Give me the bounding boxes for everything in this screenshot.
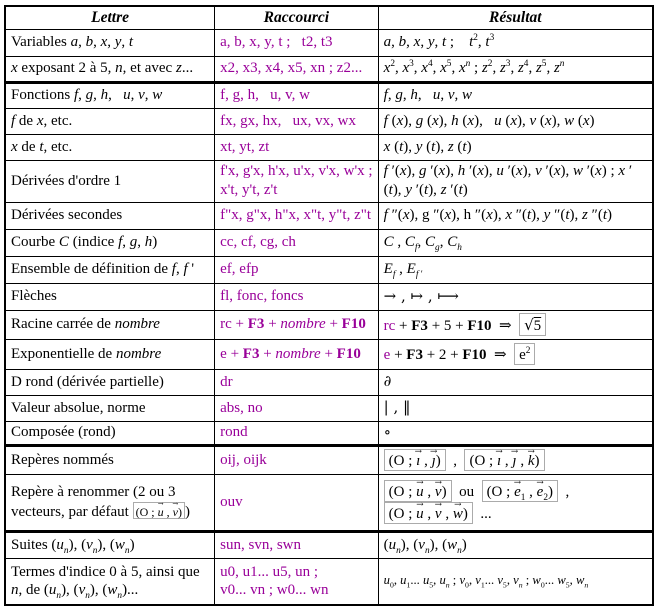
column-header-resultat: Résultat (378, 6, 653, 29)
cell-lettre: Ensemble de définition de f, f ' (5, 256, 215, 283)
cell-lettre: Fonctions f, g, h, u, v, w (5, 82, 215, 108)
table-row (5, 339, 653, 369)
cell-raccourci: a, b, x, y, t ; t2, t3 (215, 29, 379, 56)
table-row (5, 531, 653, 558)
cell-raccourci: dr (215, 369, 379, 395)
column-header-lettre: Lettre (5, 6, 215, 29)
cell-resultat: | , ‖ (378, 395, 653, 421)
cell-raccourci: ouv (215, 474, 379, 531)
cell-resultat: $x^2$, $x^3$, $x^4$, $x^5$, $x^n$ ; $z^2$, $z^3$, $z^4$, $z^5$, $z^n$ (378, 56, 653, 82)
cell-raccourci: f'x, g'x, h'x, u'x, v'x, w'x ; x't, y't, z't (215, 160, 379, 202)
cell-lettre: Repères nommés (5, 445, 215, 474)
cell-resultat: ∂ (378, 369, 653, 395)
cell-lettre: Flèches (5, 283, 215, 310)
cell-lettre: Dérivées secondes (5, 202, 215, 229)
cell-lettre: Repère à renommer (2 ou 3 vecteurs, par défaut (O ; → u , → v) ) (5, 474, 215, 531)
cell-lettre: f de x, etc. (5, 108, 215, 134)
cell-lettre: Composée (rond) (5, 421, 215, 445)
table-row (5, 474, 653, 531)
table-row (5, 160, 653, 202)
shortcut-reference-table (4, 5, 654, 606)
cell-lettre: Termes d'indice 0 à 5, ainsi que n, de $(u_n)$, $(v_n)$, $(w_n)$... (5, 558, 215, 605)
table-row (5, 256, 653, 283)
cell-lettre: x exposant 2 à 5, n, et avec z... (5, 56, 215, 82)
cell-raccourci: fl, fonc, foncs (215, 283, 379, 310)
table-row (5, 56, 653, 82)
cell-raccourci: rc + F3 + nombre + F10 (215, 310, 379, 339)
table-row (5, 558, 653, 605)
cell-resultat: a, b, x, y, t ; $t^2$, $t^3$ (378, 29, 653, 56)
column-header-raccourci: Raccourci (215, 6, 379, 29)
table-row (5, 108, 653, 134)
table-row (5, 310, 653, 339)
table-row (5, 82, 653, 108)
cell-raccourci: cc, cf, cg, ch (215, 229, 379, 256)
cell-raccourci: f, g, h, u, v, w (215, 82, 379, 108)
cell-raccourci: oij, oijk (215, 445, 379, 474)
table-row (5, 134, 653, 160)
cell-resultat: (O ; → ı , → ȷ) , (O ; → ı , → ȷ , → k) (378, 445, 653, 474)
cell-lettre: x de t, etc. (5, 134, 215, 160)
cell-resultat: x (t), y (t), z (t) (378, 134, 653, 160)
table-row (5, 369, 653, 395)
cell-lettre: Valeur absolue, norme (5, 395, 215, 421)
cell-resultat: (O ; → u , → v) ou (O ; → $e_1$ , → $e_2$) , (O ; → u , → v , → w) ... (378, 474, 653, 531)
cell-raccourci: rond (215, 421, 379, 445)
cell-raccourci: x2, x3, x4, x5, xn ; z2... (215, 56, 379, 82)
cell-raccourci: f"x, g"x, h"x, x"t, y"t, z"t (215, 202, 379, 229)
cell-resultat: → , ↦ , ⟼ (378, 283, 653, 310)
table-row (5, 421, 653, 445)
cell-raccourci: u0, u1... u5, un ; v0... vn ; w0... wn (215, 558, 379, 605)
cell-resultat: $u_0$, $u_1$... $u_5$, $u_n$ ; $v_0$, $v_1$... $v_5$, $v_n$ ; $w_0$... $w_5$, $w_n$ (378, 558, 653, 605)
cell-lettre: D rond (dérivée partielle) (5, 369, 215, 395)
cell-lettre: Courbe C (indice f, g, h) (5, 229, 215, 256)
table-row (5, 29, 653, 56)
cell-lettre: Variables a, b, x, y, t (5, 29, 215, 56)
cell-lettre: Suites $(u_n)$, $(v_n)$, $(w_n)$ (5, 531, 215, 558)
table-row (5, 395, 653, 421)
cell-resultat: ∘ (378, 421, 653, 445)
cell-lettre: Racine carrée de nombre (5, 310, 215, 339)
cell-resultat: f ″(x), g ″(x), h ″(x), x ″(t), y ″(t), z ″(t) (378, 202, 653, 229)
cell-resultat: C , $C_f$, $C_g$, $C_h$ (378, 229, 653, 256)
header-row (5, 6, 653, 29)
cell-resultat: f, g, h, u, v, w (378, 82, 653, 108)
cell-raccourci: fx, gx, hx, ux, vx, wx (215, 108, 379, 134)
cell-raccourci: sun, svn, swn (215, 531, 379, 558)
cell-raccourci: ef, efp (215, 256, 379, 283)
cell-resultat: e + F3 + 2 + F10 ⇒ $e^2$ (378, 339, 653, 369)
cell-resultat: rc + F3 + 5 + F10 ⇒ √5 (378, 310, 653, 339)
table-row (5, 202, 653, 229)
cell-resultat: $(u_n)$, $(v_n)$, $(w_n)$ (378, 531, 653, 558)
cell-resultat: f ′(x), g ′(x), h ′(x), u ′(x), v ′(x), w ′(x) ; x ′(t), y ′(t), z ′(t) (378, 160, 653, 202)
cell-resultat: $E_f$ , $E_{f '}$ (378, 256, 653, 283)
table-row (5, 283, 653, 310)
table-row (5, 445, 653, 474)
table-row (5, 229, 653, 256)
cell-raccourci: abs, no (215, 395, 379, 421)
cell-lettre: Dérivées d'ordre 1 (5, 160, 215, 202)
cell-raccourci: xt, yt, zt (215, 134, 379, 160)
cell-raccourci: e + F3 + nombre + F10 (215, 339, 379, 369)
cell-lettre: Exponentielle de nombre (5, 339, 215, 369)
cell-resultat: f (x), g (x), h (x), u (x), v (x), w (x) (378, 108, 653, 134)
